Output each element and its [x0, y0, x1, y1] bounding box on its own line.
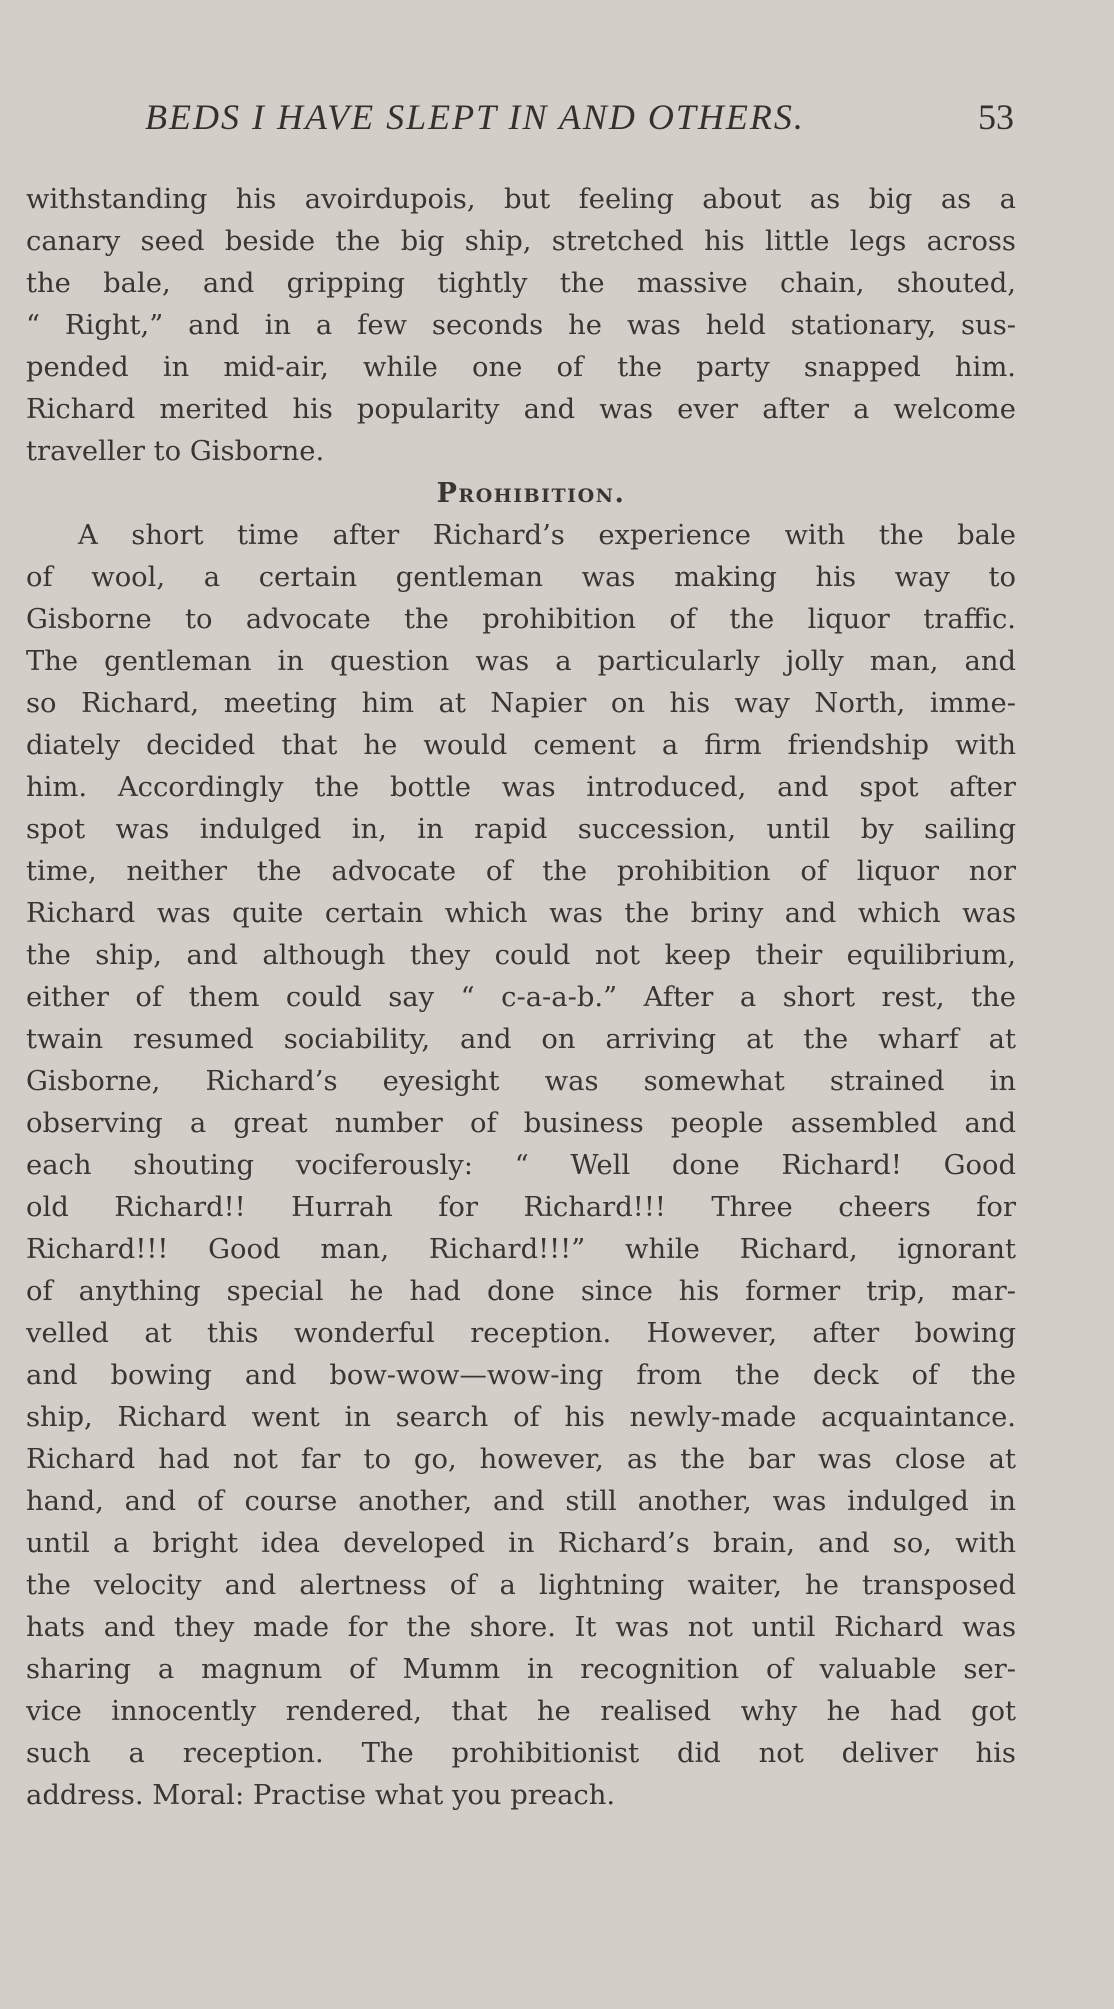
text-line: vice innocently rendered, that he realised why he had got: [26, 1696, 1016, 1727]
text-line: him. Accordingly the bottle was introduced, and spot after: [26, 772, 1016, 803]
text-line: Richard!!! Good man, Richard!!!” while Richard, ignorant: [26, 1234, 1016, 1265]
text-line: Gisborne to advocate the prohibition of the liquor traffic.: [26, 604, 1016, 635]
page-number: 53: [978, 97, 1014, 137]
text-line: A short time after Richard’s experience with the bale: [78, 520, 1016, 551]
text-line: so Richard, meeting him at Napier on his way North, imme-: [26, 688, 1016, 719]
text-line: the velocity and alertness of a lightning waiter, he transposed: [26, 1570, 1016, 1601]
paragraph-continuation: [26, 179, 1016, 473]
text-line: the bale, and gripping tightly the massive chain, shouted,: [26, 268, 1016, 299]
text-line: spot was indulged in, in rapid succession, until by sailing: [26, 814, 1016, 845]
text-line: hats and they made for the shore. It was not until Richard was: [26, 1612, 1016, 1643]
text-line: The gentleman in question was a particularly jolly man, and: [26, 646, 1016, 677]
running-title: BEDS I HAVE SLEPT IN AND OTHERS.: [145, 97, 805, 137]
text-line: velled at this wonderful reception. However, after bowing: [26, 1318, 1016, 1349]
body-text: [26, 179, 1016, 1817]
text-line: ship, Richard went in search of his newly-made acquaintance.: [26, 1402, 1016, 1433]
text-line: sharing a magnum of Mumm in recognition of valuable ser-: [26, 1654, 1016, 1685]
running-header: [0, 96, 1114, 140]
text-line: “ Right,” and in a few seconds he was held stationary, sus-: [26, 310, 1016, 341]
text-line: time, neither the advocate of the prohibition of liquor nor: [26, 856, 1016, 887]
text-line: address. Moral: Practise what you preach.: [26, 1780, 616, 1811]
text-line: Richard was quite certain which was the briny and which was: [26, 898, 1016, 929]
text-line: of wool, a certain gentleman was making his way to: [26, 562, 1016, 593]
text-line: hand, and of course another, and still another, was indulged in: [26, 1486, 1016, 1517]
text-line: Richard merited his popularity and was ever after a welcome: [26, 394, 1016, 425]
text-line: observing a great number of business people assembled and: [26, 1108, 1016, 1139]
text-line: either of them could say “ c-a-a-b.” After a short rest, the: [26, 982, 1016, 1013]
section-heading: Prohibition.: [436, 478, 626, 509]
text-line: and bowing and bow-wow—wow-ing from the deck of the: [26, 1360, 1016, 1391]
text-line: of anything special he had done since his former trip, mar-: [26, 1276, 1016, 1307]
text-line: traveller to Gisborne.: [26, 436, 325, 467]
text-line: each shouting vociferously: “ Well done Richard! Good: [26, 1150, 1016, 1181]
text-line: the ship, and although they could not keep their equilibrium,: [26, 940, 1016, 971]
paragraph-prohibition: [26, 515, 1016, 1817]
text-line: pended in mid-air, while one of the party snapped him.: [26, 352, 1016, 383]
text-line: such a reception. The prohibitionist did not deliver his: [26, 1738, 1016, 1769]
text-line: withstanding his avoirdupois, but feeling about as big as a: [26, 184, 1016, 215]
text-line: old Richard!! Hurrah for Richard!!! Three cheers for: [26, 1192, 1016, 1223]
text-line: canary seed beside the big ship, stretched his little legs across: [26, 226, 1016, 257]
text-line: Richard had not far to go, however, as the bar was close at: [26, 1444, 1016, 1475]
text-line: twain resumed sociability, and on arriving at the wharf at: [26, 1024, 1016, 1055]
text-line: Gisborne, Richard’s eyesight was somewhat strained in: [26, 1066, 1016, 1097]
text-line: diately decided that he would cement a firm friendship with: [26, 730, 1016, 761]
text-line: until a bright idea developed in Richard’s brain, and so, with: [26, 1528, 1016, 1559]
